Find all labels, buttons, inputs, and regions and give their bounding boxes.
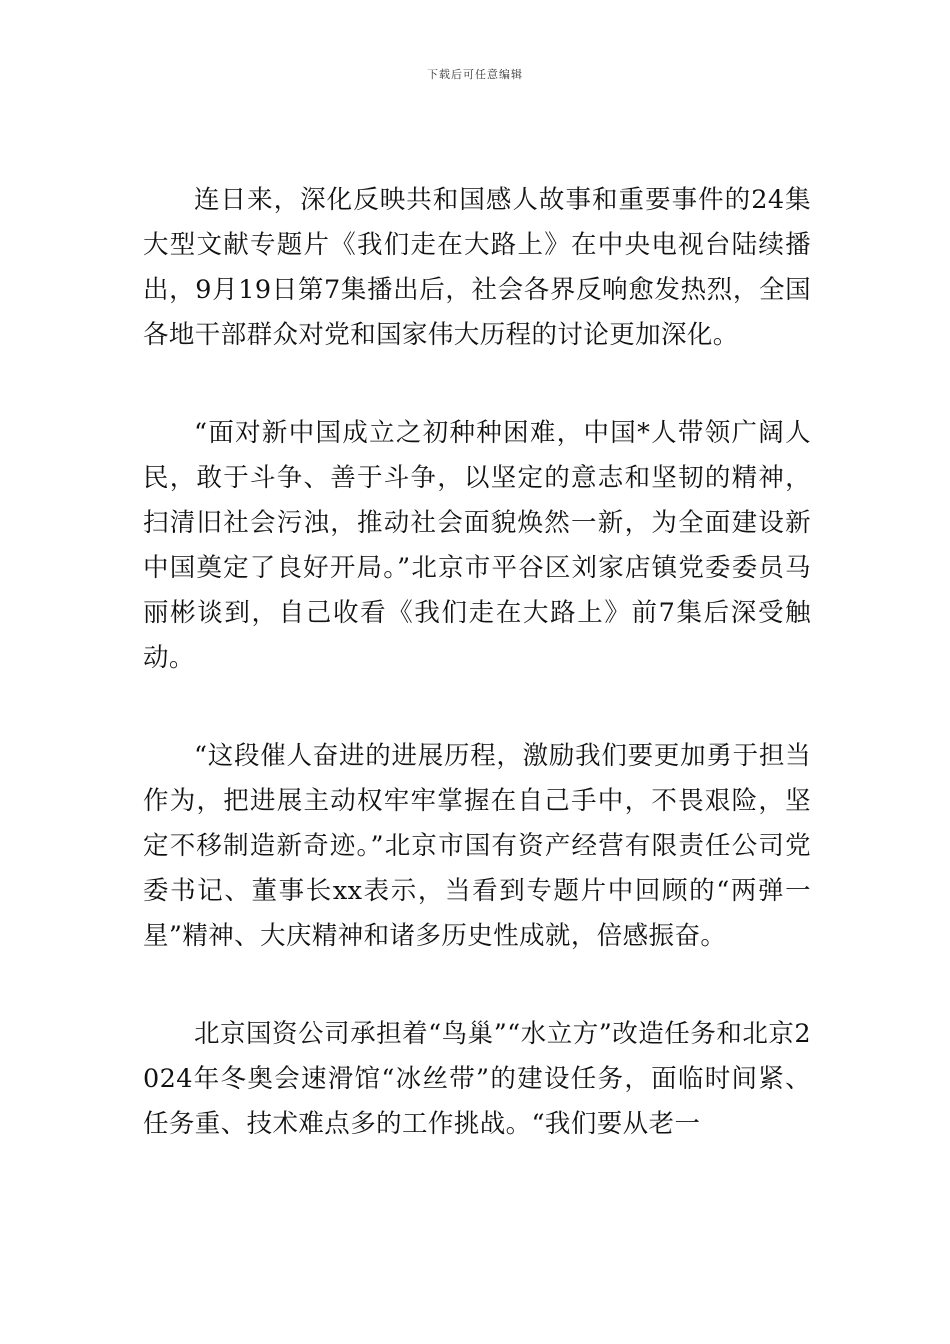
paragraph-2: “面对新中国成立之初种种困难，中国*人带领广阔人民，敢于斗争、善于斗争，以坚定的意志和坚韧的精神，扫清旧社会污浊，推动社会面貌焕然一新，为全面建设新中国奠定了良好开局。”北京市平谷区刘家店镇党委委员马丽彬谈到，自己收看《我们走在大路上》前7集后深受触动。 bbox=[143, 418, 811, 673]
page-header-note: 下载后可任意编辑 bbox=[427, 68, 523, 81]
document-body bbox=[143, 178, 811, 1200]
paragraph-4: 北京国资公司承担着“鸟巢”“水立方”改造任务和北京2024年冬奥会速滑馆“冰丝带”的建设任务，面临时间紧、任务重、技术难点多的工作挑战。“我们要从老一 bbox=[143, 1019, 811, 1139]
paragraph-1: 连日来，深化反映共和国感人故事和重要事件的24集大型文献专题片《我们走在大路上》在中央电视台陆续播出，9月19日第7集播出后，社会各界反响愈发热烈，全国各地干部群众对党和国家伟大历程的讨论更加深化。 bbox=[143, 185, 811, 350]
paragraph-3: “这段催人奋进的进展历程，激励我们要更加勇于担当作为，把进展主动权牢牢掌握在自己手中，不畏艰险，坚定不移制造新奇迹。”北京市国有资产经营有限责任公司党委书记、董事长xx表示，当看到专题片中回顾的“两弹一星”精神、大庆精神和诸多历史性成就，倍感振奋。 bbox=[143, 741, 811, 951]
